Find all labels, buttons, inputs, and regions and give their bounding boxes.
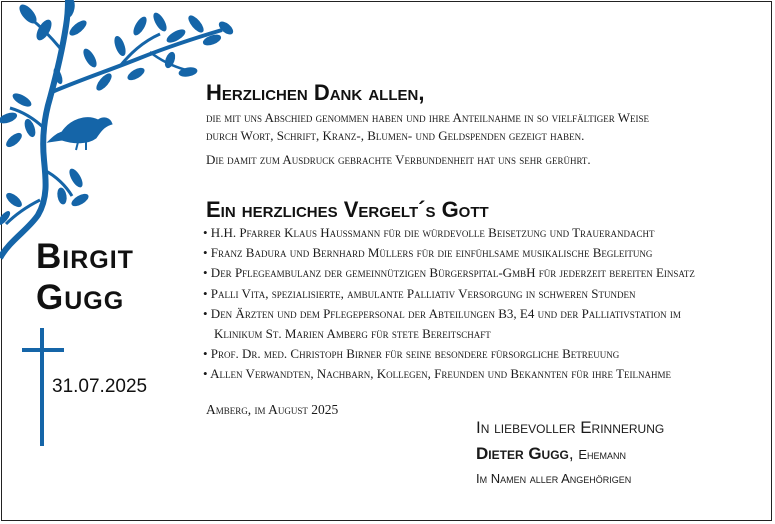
deceased-name bbox=[36, 236, 134, 318]
deceased-first-name: Birgit bbox=[36, 237, 134, 276]
vergelts-heading: Ein herzliches Vergelt´s Gott bbox=[206, 197, 489, 222]
list-item: • Den Ärzten und dem Pflegepersonal der Abteilungen B3, E4 und der Palliativstation im bbox=[203, 305, 681, 321]
list-item: • Palli Vita, spezialisierte, ambulante Palliativ Versorgung in schweren Stunden bbox=[203, 285, 636, 301]
thanks-heading: Herzlichen Dank allen, bbox=[206, 80, 425, 105]
signature-name: Dieter Gugg bbox=[476, 444, 569, 463]
signature-intro: In liebevoller Erinnerung bbox=[476, 418, 665, 437]
signature-separator: , bbox=[568, 444, 579, 463]
signature-relation: Ehemann bbox=[578, 447, 627, 462]
signature-name-line bbox=[476, 444, 626, 464]
list-item: • Prof. Dr. med. Christoph Birner für seine besondere fürsorgliche Betreuung bbox=[203, 346, 620, 362]
thanks-text-line: die mit uns Abschied genommen haben und ihre Anteilnahme in so vielfältiger Weise bbox=[206, 110, 650, 125]
signature-family: Im Namen aller Angehörigen bbox=[476, 471, 632, 486]
tree-branch-with-bird-icon bbox=[0, 0, 240, 260]
list-item: • Der Pflegeambulanz der gemeinnützigen Bürgerspital-GmbH für jederzeit bereiten Einsatz bbox=[203, 265, 695, 281]
place-and-date: Amberg, im August 2025 bbox=[206, 402, 339, 417]
thanks-list bbox=[203, 223, 695, 385]
list-item: • Franz Badura und Bernhard Müllers für die einfühlsame musikalische Begleitung bbox=[203, 245, 653, 261]
list-item: • Allen Verwandten, Nachbarn, Kollegen, Freunden und Bekannten für ihre Teilnahme bbox=[203, 366, 671, 382]
list-item-continuation: Klinikum St. Marien Amberg für stete Bereitschaft bbox=[214, 326, 491, 342]
thanks-text-line: durch Wort, Schrift, Kranz-, Blumen- und Geldspenden gezeigt haben. bbox=[206, 128, 585, 143]
deceased-last-name: Gugg bbox=[36, 278, 125, 317]
date-of-death: 31.07.2025 bbox=[52, 376, 148, 397]
thanks-text-line: Die damit zum Ausdruck gebrachte Verbundenheit hat uns sehr gerührt. bbox=[206, 152, 591, 167]
list-item: • H.H. Pfarrer Klaus Haußmann für die würdevolle Beisetzung und Trauerandacht bbox=[203, 225, 655, 240]
